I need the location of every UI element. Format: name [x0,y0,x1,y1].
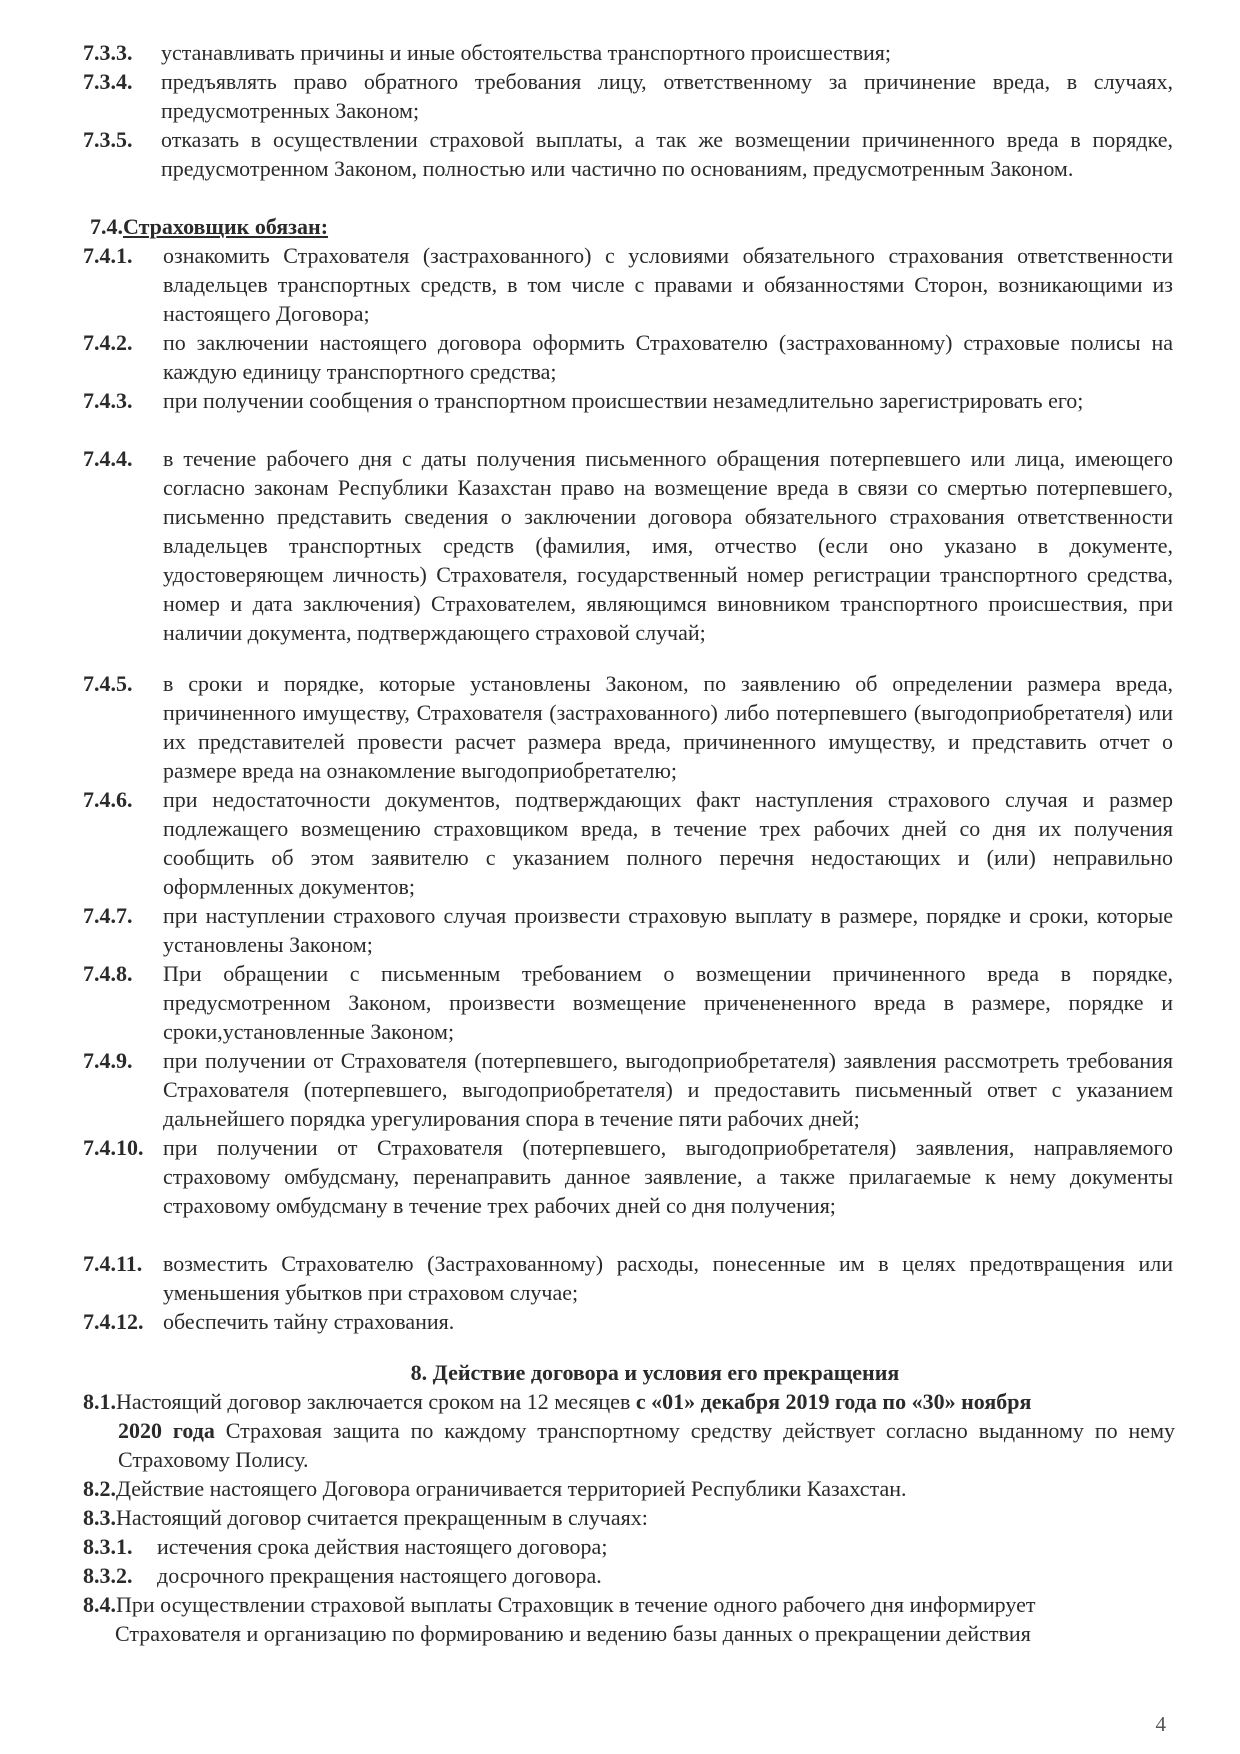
clause-text: при наступлении страхового случая произвести страховую выплату в размере, порядке и сроки, которые установлены Законом; [163,903,1173,957]
clause-number: 7.4.9. [83,1048,133,1073]
clause-7-4-1 [83,241,1173,328]
contract-dates: с «01» декабря 2019 года по «30» ноября [635,1389,1032,1414]
clause-7-4-4 [83,444,1173,647]
clause-7-4-2 [83,328,1173,386]
clause-number: 7.4.11. [83,1251,143,1276]
clause-number: 7.4.4. [83,446,133,471]
paragraph-number: 8.2. [83,1476,116,1501]
paragraph-8-1 [83,1387,1175,1474]
clause-number: 7.4.6. [83,787,133,812]
paragraph-number: 8.3. [83,1505,116,1530]
clause-8-3-1 [83,1532,1173,1561]
clause-text: отказать в осуществлении страховой выплаты, а так же возмещении причиненного вреда в порядке, предусмотренном Законом, полностью или частично по основаниям, предусмотренным Законом. [161,127,1173,181]
clause-number: 7.3.3. [83,40,133,65]
clause-7-3-5 [83,125,1173,183]
clause-number: 7.3.5. [83,127,133,152]
clause-7-4-8 [83,959,1173,1046]
clause-text: обеспечить тайну страхования. [163,1309,455,1334]
paragraph-8-2 [83,1474,1175,1503]
clause-text: возместить Страхователю (Застрахованному) расходы, понесенные им в целях предотвращения или уменьшения убытков при страховом случае; [163,1251,1173,1305]
paragraph-text: Настоящий договор заключается сроком на 12 месяцев [116,1389,636,1414]
clause-text: в течение рабочего дня с даты получения письменного обращения потерпевшего или лица, имеющего согласно законам Республики Казахстан право на возмещение вреда в связи со смертью потерпевшего, письменно представить сведения о заключении договора обязательного страхования ответственности владельцев транспортных средств (фамилия, имя, отчество (если оно указано в документе, удостоверяющем личность) Страхователя, государственный номер регистрации транспортного средства, номер и дата заключения) Страхователем, являющимся виновником транспортного происшествия, при наличии документа, подтверждающего страховой случай; [163,446,1173,645]
clause-text: досрочного прекращения настоящего договора. [157,1563,602,1588]
paragraph-number: 8.4. [83,1592,116,1617]
clause-text: при получении от Страхователя (потерпевшего, выгодоприобретателя) заявления рассмотреть требования Страхователя (потерпевшего, выгодоприобретателя) и предоставить письменный ответ с указанием дальнейшего порядка урегулирования спора в течение пяти рабочих дней; [163,1048,1173,1131]
clause-7-3-3 [83,38,1173,67]
clause-text: при получении от Страхователя (потерпевшего, выгодоприобретателя) заявления, направляемого страховому омбудсману, перенаправить данное заявление, а также прилагаемые к нему документы страховому омбудсману в течение трех рабочих дней со дня получения; [163,1135,1173,1218]
clause-number: 7.4.10. [83,1135,144,1160]
paragraph-text: Настоящий договор считается прекращенным в случаях: [116,1505,648,1530]
clause-7-4-6 [83,785,1173,901]
subsection-number: 7.4. [90,214,123,239]
clause-number: 8.3.1. [83,1534,133,1559]
clause-number: 7.4.3. [83,388,133,413]
clause-7-4-9 [83,1046,1173,1133]
clause-number: 7.4.8. [83,961,133,986]
subsection-title: Страховщик обязан: [123,214,329,239]
contract-year: 2020 года [118,1418,215,1443]
clause-number: 7.3.4. [83,69,133,94]
section-title: 8. Действие договора и условия его прекращения [410,1360,900,1385]
clause-text: в сроки и порядке, которые установлены Законом, по заявлению об определении размера вреда, причиненного имуществу, Страхователя (застрахованного) либо потерпевшего (выгодоприобретателя) или их представителей провести расчет размера вреда, причиненного имуществу, и представить отчет о размере вреда на ознакомление выгодоприобретателю; [163,671,1173,783]
clause-7-4-7 [83,901,1173,959]
page-number: 4 [1155,1712,1166,1736]
paragraph-text: Действие настоящего Договора ограничивается территорией Республики Казахстан. [116,1476,907,1501]
paragraph-8-3 [83,1503,1175,1532]
paragraph-number: 8.1. [83,1389,116,1414]
clause-7-4-12 [83,1307,1173,1336]
clause-7-4-10 [83,1133,1173,1220]
clause-number: 8.3.2. [83,1563,133,1588]
clause-text: предъявлять право обратного требования лицу, ответственному за причинение вреда, в случаях, предусмотренных Законом; [161,69,1173,123]
clause-text: по заключении настоящего договора оформить Страхователю (застрахованному) страховые полисы на каждую единицу транспортного средства; [163,330,1173,384]
clause-7-4-11 [83,1249,1173,1307]
clause-text: при получении сообщения о транспортном происшествии незамедлительно зарегистрировать его; [163,388,1084,413]
clause-text: При обращении с письменным требованием о возмещении причиненного вреда в порядке, предусмотренном Законом, произвести возмещение приченененного вреда в размере, порядке и сроки,установленные Законом; [163,961,1173,1044]
clause-7-4-3 [83,386,1173,415]
clause-number: 7.4.7. [83,903,133,928]
paragraph-text-cont: Страховая защита по каждому транспортному средству действует согласно выданному по нему Страховому Полису. [118,1418,1175,1472]
clause-text: устанавливать причины и иные обстоятельства транспортного происшествия; [161,40,892,65]
clause-8-3-2 [83,1561,1173,1590]
clause-text: при недостаточности документов, подтверждающих факт наступления страхового случая и размер подлежащего возмещению страховщиком вреда, в течение трех рабочих дней со дня их получения сообщить об этом заявителю с указанием полного перечня недостающих и (или) неправильно оформленных документов; [163,787,1173,899]
clause-text: истечения срока действия настоящего договора; [157,1534,608,1559]
clause-7-4-5 [83,669,1173,785]
paragraph-text: При осуществлении страховой выплаты Страховщик в течение одного рабочего дня информирует [116,1592,1036,1617]
clause-number: 7.4.12. [83,1309,144,1334]
clause-text: ознакомить Страхователя (застрахованного) с условиями обязательного страхования ответственности владельцев транспортных средств, в том числе с правами и обязанностями Сторон, возникающими из настоящего Договора; [163,243,1173,326]
subsection-heading-7-4 [90,212,328,241]
clause-number: 7.4.5. [83,671,133,696]
clause-number: 7.4.1. [83,243,133,268]
paragraph-text-cont: Страхователя и организацию по формированию и ведению базы данных о прекращении действия [115,1621,1031,1646]
clause-7-3-4 [83,67,1173,125]
clause-number: 7.4.2. [83,330,133,355]
paragraph-8-4 [83,1590,1175,1648]
